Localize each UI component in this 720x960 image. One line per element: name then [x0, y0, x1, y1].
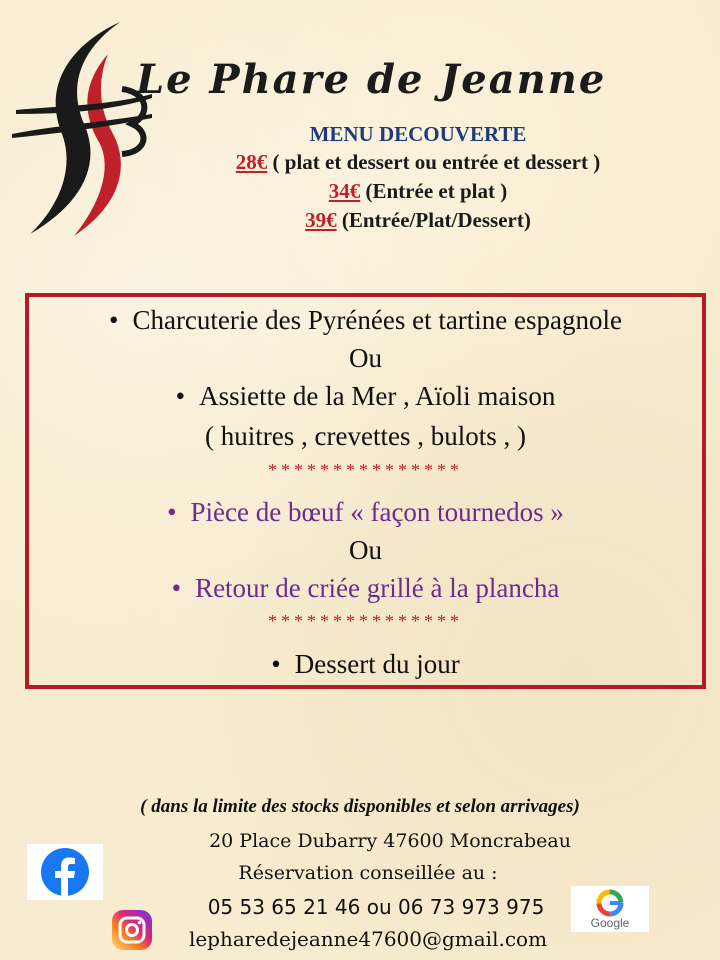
price-28: 28€ [235, 150, 268, 174]
restaurant-name: Le Phare de Jeanne [136, 56, 607, 103]
facebook-icon [27, 844, 103, 900]
menu-title: MENU DECOUVERTE [309, 122, 527, 146]
bullet: • [175, 381, 186, 411]
separator-1: *************** [268, 460, 463, 480]
price-desc-1: ( plat et dessert ou entrée et dessert ) [267, 150, 601, 174]
menu-box [25, 293, 706, 689]
bullet: • [171, 573, 182, 603]
stock-note: ( dans la limite des stocks disponibles et selon arrivages) [140, 796, 580, 817]
price-34: 34€ [328, 179, 361, 203]
price-line-2 [138, 177, 698, 206]
google-label: Google [590, 916, 630, 930]
reservation-label: Réservation conseillée au : [238, 862, 498, 884]
price-line-1 [138, 148, 698, 177]
price-desc-2: (Entrée et plat ) [360, 179, 508, 203]
main-1-text: Pièce de bœuf « façon tournedos » [190, 497, 564, 527]
address: 20 Place Dubarry 47600 Moncrabeau [209, 830, 571, 852]
separator-2: *************** [268, 611, 463, 631]
main-1 [29, 497, 702, 528]
google-link[interactable] [571, 886, 649, 932]
google-icon [571, 886, 649, 918]
price-line-3 [138, 206, 698, 235]
starter-1 [29, 305, 702, 336]
dessert [29, 649, 702, 680]
starter-2-text: Assiette de la Mer , Aïoli maison [199, 381, 556, 411]
dessert-text: Dessert du jour [294, 649, 460, 679]
bullet: • [167, 497, 177, 527]
starter-2 [29, 381, 702, 412]
bullet: • [109, 305, 119, 335]
bullet: • [271, 649, 281, 679]
main-2-text: Retour de criée grillé à la plancha [195, 573, 560, 603]
phone-numbers[interactable]: 05 53 65 21 46 ou 06 73 973 975 [207, 895, 545, 919]
main-2 [29, 573, 702, 604]
or-2: Ou [349, 535, 382, 565]
email-address[interactable]: lepharedejeanne47600@gmail.com [188, 927, 548, 951]
menu-header [138, 120, 698, 235]
starter-2-detail: ( huitres , crevettes , bulots , ) [205, 421, 526, 451]
price-39: 39€ [305, 208, 337, 232]
facebook-link[interactable] [27, 844, 103, 900]
price-desc-3: (Entrée/Plat/Dessert) [336, 208, 531, 232]
or-1: Ou [349, 343, 382, 373]
starter-1-text: Charcuterie des Pyrénées et tartine espagnole [132, 305, 622, 335]
instagram-icon[interactable] [110, 908, 154, 952]
